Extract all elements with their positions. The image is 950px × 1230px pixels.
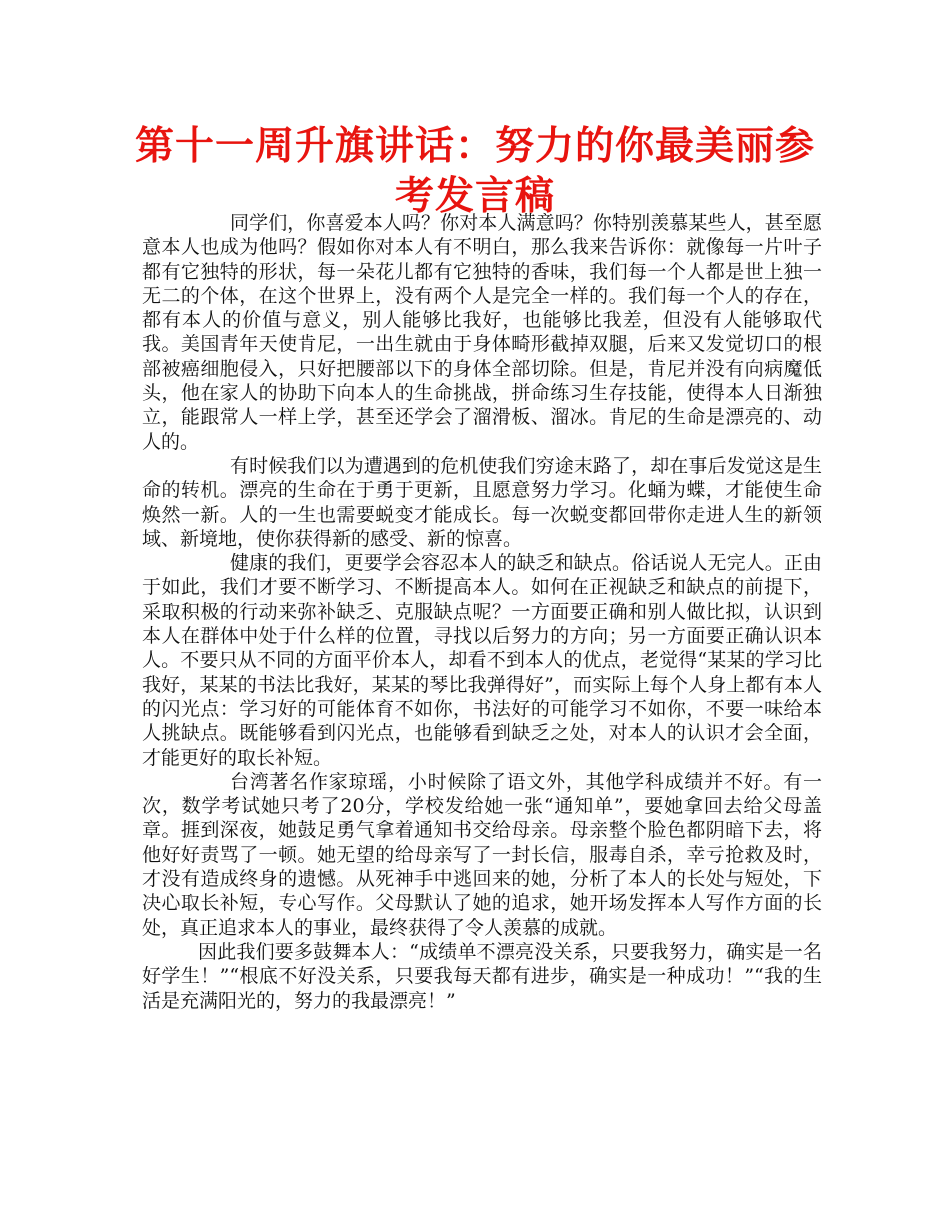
paragraph-5: 因此我们要多鼓舞本人：“成绩单不漂亮没关系，只要我努力，确实是一名好学生！”“根底不好没关系，只要我每天都有进步，确实是一种成功！”“我的生活是充满阳光的，努力的我最漂亮！” <box>142 940 822 1012</box>
page-title: 第十一周升旗讲话：努力的你最美丽参考发言稿 <box>134 124 815 219</box>
paragraph-3: 健康的我们，更要学会容忍本人的缺乏和缺点。俗话说人无完人。正由于如此，我们才要不断学习、不断提高本人。如何在正视缺乏和缺点的前提下，采取积极的行动来弥补缺乏、克服缺点呢？一方面要正确和别人做比拟，认识到本人在群体中处于什么样的位置，寻找以后努力的方向；另一方面要正确认识本人。不要只从不同的方面平价本人，却看不到本人的优点，老觉得“某某的学习比我好，某某的书法比我好，某某的琴比我弹得好”，而实际上每个人身上都有本人的闪光点：学习好的可能体育不如你，书法好的可能学习不如你，不要一味给本人挑缺点。既能够看到闪光点，也能够看到缺乏之处，对本人的认识才会全面，才能更好的取长补短。 <box>142 552 822 769</box>
article-body <box>142 211 822 1013</box>
paragraph-4: 台湾著名作家琼瑶，小时候除了语文外，其他学科成绩并不好。有一次，数学考试她只考了20分，学校发给她一张“通知单”，要她拿回去给父母盖章。捱到深夜，她鼓足勇气拿着通知书交给母亲。母亲整个脸色都阴暗下去，将他好好责骂了一顿。她无望的给母亲写了一封长信，服毒自杀，幸亏抢救及时，才没有造成终身的遗憾。从死神手中逃回来的她，分析了本人的长处与短处，下决心取长补短，专心写作。父母默认了她的追求，她开场发挥本人写作方面的长处，真正追求本人的事业，最终获得了令人羡慕的成就。 <box>142 770 822 939</box>
paragraph-2: 有时候我们以为遭遇到的危机使我们穷途末路了，却在事后发觉这是生命的转机。漂亮的生命在于勇于更新，且愿意努力学习。化蛹为蝶，才能使生命焕然一新。人的一生也需要蜕变才能成长。每一次蜕变都回带你走进人生的新领域、新境地，使你获得新的感受、新的惊喜。 <box>142 454 822 550</box>
paragraph-1: 同学们，你喜爱本人吗？你对本人满意吗？你特别羡慕某些人，甚至愿意本人也成为他吗？假如你对本人有不明白，那么我来告诉你：就像每一片叶子都有它独特的形状，每一朵花儿都有它独特的香味，我们每一个人都是世上独一无二的个体，在这个世界上，没有两个人是完全一样的。我们每一个人的存在，都有本人的价值与意义，别人能够比我好，也能够比我差，但没有人能够取代我。美国青年天使肯尼，一出生就由于身体畸形截掉双腿，后来又发觉切口的根部被癌细胞侵入，只好把腰部以下的身体全部切除。但是，肯尼并没有向病魔低头，他在家人的协助下向本人的生命挑战，拼命练习生存技能，使得本人日渐独立，能跟常人一样上学，甚至还学会了溜滑板、溜冰。肯尼的生命是漂亮的、动人的。 <box>142 212 822 453</box>
